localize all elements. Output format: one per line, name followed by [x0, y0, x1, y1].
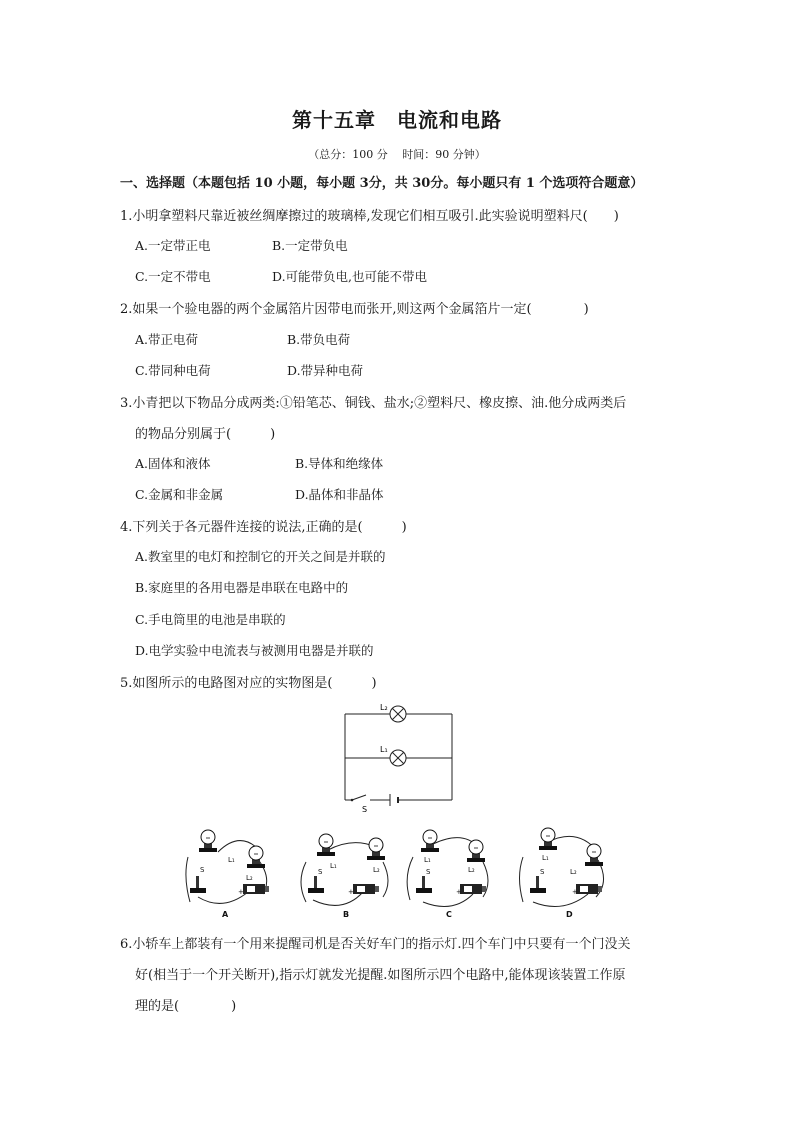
q1-option-b: B.一定带负电	[272, 238, 348, 253]
question-5: 5.如图所示的电路图对应的实物图是( )	[120, 676, 377, 691]
question-4: 4.下列关于各元器件连接的说法,正确的是( )	[120, 520, 407, 535]
q2-option-a: A.带正电荷	[135, 332, 199, 347]
label-l2: L₂	[380, 703, 388, 712]
question-6-cont: 好(相当于一个开关断开),指示灯就发光提醒.如图所示四个电路中,能体现该装置工作原	[135, 968, 626, 983]
q4-option-b: B.家庭里的各用电器是串联在电路中的	[135, 580, 349, 595]
q4-option-c: C.手电筒里的电池是串联的	[135, 612, 286, 627]
photo-c-label-s: S	[426, 868, 431, 876]
photo-d-label-s: S	[540, 868, 545, 876]
q2-option-b: B.带负电荷	[287, 332, 351, 347]
q2-option-c: C.带同种电荷	[135, 363, 211, 378]
q3-option-d: D.晶体和非晶体	[295, 487, 384, 502]
section-heading: 一、选择题（本题包括 10 小题，每小题 3分，共 30分。每小题只有 1 个选项符合题意）	[120, 176, 644, 191]
photo-b-label-s: S	[318, 868, 323, 876]
photo-a-label-l1: L₁	[228, 856, 235, 864]
photo-d-label-l2: L₂	[570, 868, 577, 876]
photo-b-plus: +	[348, 888, 354, 896]
photo-a-plus: +	[238, 888, 244, 896]
photo-c-label-l1: L₁	[424, 856, 431, 864]
photo-b-label-l1: L₁	[330, 862, 337, 870]
page-subtitle: （总分：100 分 时间：90 分钟）	[308, 148, 486, 161]
q4-option-a: A.教室里的电灯和控制它的开关之间是并联的	[135, 549, 386, 564]
page-title: 第十五章 电流和电路	[292, 108, 502, 132]
question-3-cont: 的物品分别属于( )	[135, 427, 276, 442]
circuit-diagram	[330, 700, 470, 820]
q3-option-b: B.导体和绝缘体	[295, 456, 384, 471]
photo-label-b: B	[343, 910, 350, 919]
photo-d-plus: +	[572, 888, 578, 896]
q2-option-d: D.带异种电荷	[287, 363, 364, 378]
photo-b-label-l2: L₂	[373, 866, 380, 874]
question-3: 3.小青把以下物品分成两类:①铅笔芯、铜钱、盐水;②塑料尺、橡皮擦、油.他分成两类后	[120, 396, 627, 411]
question-2: 2.如果一个验电器的两个金属箔片因带电而张开,则这两个金属箔片一定( )	[120, 302, 589, 317]
label-s: S	[362, 805, 368, 814]
photo-label-d: D	[566, 910, 573, 919]
question-6-cont2: 理的是( )	[135, 999, 237, 1014]
photo-a-label-l2: L₂	[246, 874, 253, 882]
question-1: 1.小明拿塑料尺靠近被丝绸摩擦过的玻璃棒,发现它们相互吸引.此实验说明塑料尺( )	[120, 209, 619, 224]
photo-a-label-s: S	[200, 866, 205, 874]
photo-d-label-l1: L₁	[542, 854, 549, 862]
q1-option-a: A.一定带正电	[135, 238, 211, 253]
q1-option-c: C.一定不带电	[135, 269, 211, 284]
photo-label-a: A	[222, 910, 229, 919]
q3-option-a: A.固体和液体	[135, 456, 211, 471]
label-l1: L₁	[380, 745, 388, 754]
photo-c-label-l2: L₂	[468, 866, 475, 874]
photo-c-plus: +	[456, 888, 462, 896]
q4-option-d: D.电学实验中电流表与被测用电器是并联的	[135, 643, 374, 658]
q1-option-d: D.可能带负电,也可能不带电	[272, 269, 428, 284]
question-6: 6.小轿车上都装有一个用来提醒司机是否关好车门的指示灯.四个车门中只要有一个门没关	[120, 937, 631, 952]
photo-label-c: C	[446, 910, 452, 919]
physical-circuits-figure	[178, 822, 618, 922]
q3-option-c: C.金属和非金属	[135, 487, 224, 502]
